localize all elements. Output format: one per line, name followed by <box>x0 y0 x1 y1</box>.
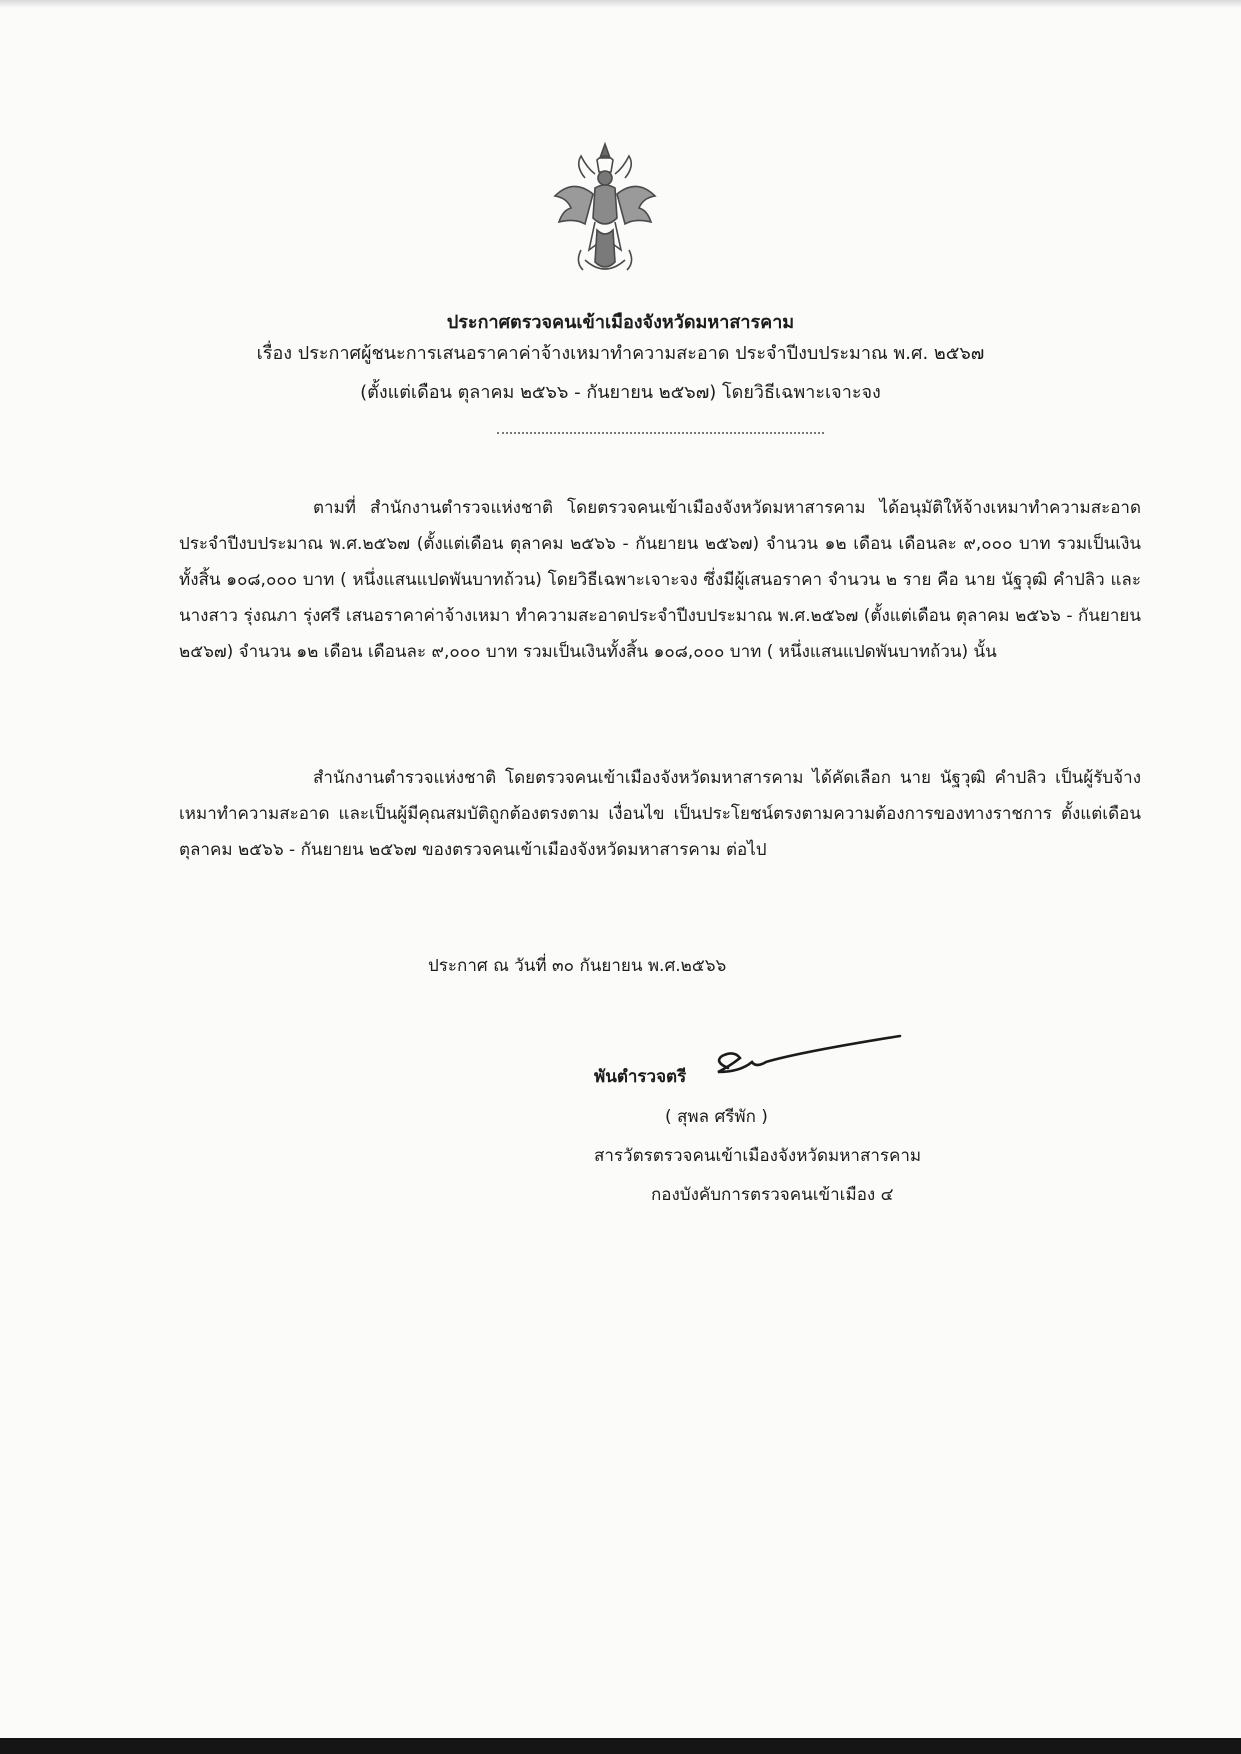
signer-position: สารวัตรตรวจคนเข้าเมืองจังหวัดมหาสารคาม <box>594 1146 922 1166</box>
page-title: ประกาศตรวจคนเข้าเมืองจังหวัดมหาสารคาม <box>446 312 795 333</box>
body-paragraph-1: ตามที่ สำนักงานตำรวจแห่งชาติ โดยตรวจคนเข้าเมืองจังหวัดมหาสารคาม ได้อนุมัติให้จ้างเหมาทำความสะอาด ประจำปีงบประมาณ พ.ศ.๒๕๖๗ (ตั้งแต่เดือน ตุลาคม ๒๕๖๖ - กันยายน ๒๕๖๗) จำนวน ๑๒ เดือน เดือนละ ๙,๐๐๐ บาท รวมเป็นเงินทั้งสิ้น ๑๐๘,๐๐๐ บาท ( หนึ่งแสนแปดพันบาทถ้วน) โดยวิธีเฉพาะเจาะจง ซึ่งมีผู้เสนอราคา จำนวน ๒ ราย คือ นาย นัฐวุฒิ คำปลิว และนางสาว รุ่งณภา รุ่งศรี เสนอราคาค่าจ้างเหมา ทำความสะอาดประจำปีงบประมาณ พ.ศ.๒๕๖๗ (ตั้งแต่เดือน ตุลาคม ๒๕๖๖ - กันยายน ๒๕๖๗) จำนวน ๑๒ เดือน เดือนละ ๙,๐๐๐ บาท รวมเป็นเงินทั้งสิ้น ๑๐๘,๐๐๐ บาท ( หนึ่งแสนแปดพันบาทถ้วน) นั้น <box>179 498 1141 662</box>
scan-shadow <box>0 0 1241 8</box>
signer-rank: พันตำรวจตรี <box>594 1067 687 1087</box>
signer-unit: กองบังคับการตรวจคนเข้าเมือง ๔ <box>651 1185 894 1205</box>
dotted-divider <box>497 432 824 434</box>
garuda-emblem-icon <box>545 138 665 280</box>
scanner-edge <box>0 1738 1241 1754</box>
body-paragraph-2: สำนักงานตำรวจแห่งชาติ โดยตรวจคนเข้าเมืองจังหวัดมหาสารคาม ได้คัดเลือก นาย นัฐวุฒิ คำปลิว เป็นผู้รับจ้างเหมาทำความสะอาด และเป็นผู้มีคุณสมบัติถูกต้องตรงตาม เงื่อนไข เป็นประโยชน์ตรงตามความต้องการของทางราชการ ตั้งแต่เดือน ตุลาคม ๒๕๖๖ - กันยายน ๒๕๖๗ ของตรวจคนเข้าเมืองจังหวัดมหาสารคาม ต่อไป <box>179 768 1141 860</box>
subject-line: เรื่อง ประกาศผู้ชนะการเสนอราคาค่าจ้างเหมาทำความสะอาด ประจำปีงบประมาณ พ.ศ. ๒๕๖๗ <box>256 343 985 364</box>
announcement-date: ประกาศ ณ วันที่ ๓๐ กันยายน พ.ศ.๒๕๖๖ <box>428 956 727 976</box>
handwritten-signature-icon <box>700 1032 910 1092</box>
signer-name: ( สุพล ศรีพัก ) <box>665 1107 768 1127</box>
subject-line-2: (ตั้งแต่เดือน ตุลาคม ๒๕๖๖ - กันยายน ๒๕๖๗) โดยวิธีเฉพาะเจาะจง <box>360 382 881 403</box>
